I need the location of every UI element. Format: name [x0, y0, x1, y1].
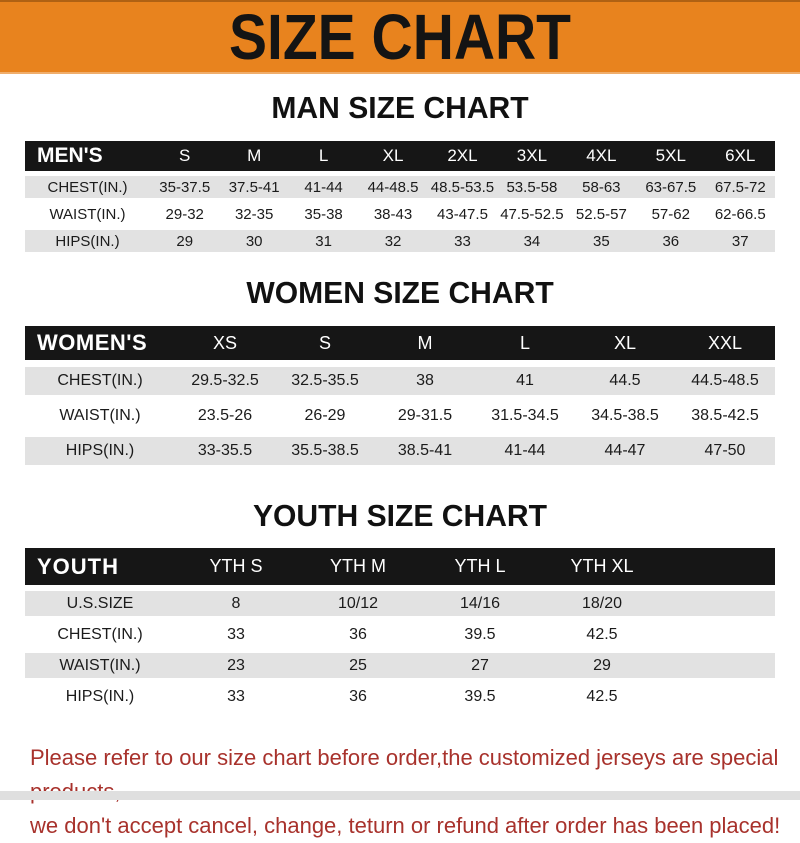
measurement-value-cell: 34.5-38.5	[575, 402, 675, 430]
measurement-value-cell: 29.5-32.5	[175, 367, 275, 395]
size-column-header: L	[289, 141, 358, 171]
measurement-value-cell: 38.5-41	[375, 437, 475, 465]
measurement-value-cell: 62-66.5	[706, 203, 776, 225]
measurement-label-cell: WAIST(IN.)	[25, 402, 175, 430]
measurement-value-cell: 58-63	[567, 176, 636, 198]
measurement-label-cell: HIPS(IN.)	[25, 230, 150, 252]
measurement-label-cell: WAIST(IN.)	[25, 203, 150, 225]
measurement-value-cell: 34	[497, 230, 566, 252]
size-column-header: 5XL	[636, 141, 705, 171]
measurement-label-cell: HIPS(IN.)	[25, 437, 175, 465]
measurement-value-cell: 41-44	[289, 176, 358, 198]
measurement-value-cell: 52.5-57	[567, 203, 636, 225]
measurement-label-cell: HIPS(IN.)	[25, 684, 175, 709]
measurement-row	[25, 591, 775, 616]
measurement-row	[25, 367, 775, 395]
size-table	[25, 319, 775, 472]
measurement-value-cell: 29-31.5	[375, 402, 475, 430]
table-title-cell: MEN'S	[25, 141, 150, 171]
size-column-header: L	[475, 326, 575, 360]
measurement-value-cell: 29	[541, 653, 663, 678]
measurement-value-cell: 37	[706, 230, 776, 252]
table-header-row	[25, 326, 775, 360]
measurement-label-cell: WAIST(IN.)	[25, 653, 175, 678]
measurement-value-cell: 14/16	[419, 591, 541, 616]
measurement-value-cell: 38-43	[358, 203, 427, 225]
measurement-value-cell: 23.5-26	[175, 402, 275, 430]
measurement-value-cell: 31.5-34.5	[475, 402, 575, 430]
measurement-value-cell: 30	[219, 230, 288, 252]
measurement-value-cell: 36	[636, 230, 705, 252]
measurement-value-cell: 35.5-38.5	[275, 437, 375, 465]
size-table	[25, 136, 775, 257]
measurement-row	[25, 437, 775, 465]
size-column-header: 3XL	[497, 141, 566, 171]
measurement-value-cell: 32.5-35.5	[275, 367, 375, 395]
measurement-value-cell: 18/20	[541, 591, 663, 616]
size-column-header: 4XL	[567, 141, 636, 171]
measurement-value-cell: 63-67.5	[636, 176, 705, 198]
measurement-value-cell: 47-50	[675, 437, 775, 465]
measurement-label-cell: CHEST(IN.)	[25, 367, 175, 395]
size-column-header: YTH L	[419, 548, 541, 585]
sections-root	[0, 91, 800, 715]
section-heading: WOMEN SIZE CHART	[246, 275, 554, 310]
measurement-value-cell: 48.5-53.5	[428, 176, 497, 198]
size-column-header: M	[219, 141, 288, 171]
measurement-value-cell: 44.5	[575, 367, 675, 395]
measurement-value-cell: 42.5	[541, 684, 663, 709]
measurement-value-cell: 44-48.5	[358, 176, 427, 198]
measurement-value-cell: 32	[358, 230, 427, 252]
size-column-header: XXL	[675, 326, 775, 360]
measurement-value-cell: 25	[297, 653, 419, 678]
table-title-cell: YOUTH	[25, 548, 175, 585]
measurement-label-cell: CHEST(IN.)	[25, 176, 150, 198]
filler-cell	[663, 684, 775, 709]
measurement-value-cell: 33	[428, 230, 497, 252]
size-column-header: 6XL	[706, 141, 776, 171]
measurement-value-cell: 31	[289, 230, 358, 252]
footer-line-1: Please refer to our size chart before order,the customized jerseys are special	[30, 745, 779, 770]
size-column-header: XS	[175, 326, 275, 360]
measurement-value-cell: 27	[419, 653, 541, 678]
table-title-cell: WOMEN'S	[25, 326, 175, 360]
size-column-header: M	[375, 326, 475, 360]
measurement-value-cell: 39.5	[419, 684, 541, 709]
measurement-value-cell: 44-47	[575, 437, 675, 465]
size-chart-banner	[0, 0, 800, 74]
measurement-value-cell: 42.5	[541, 622, 663, 647]
measurement-value-cell: 39.5	[419, 622, 541, 647]
measurement-value-cell: 26-29	[275, 402, 375, 430]
measurement-value-cell: 44.5-48.5	[675, 367, 775, 395]
measurement-value-cell: 41-44	[475, 437, 575, 465]
measurement-value-cell: 29	[150, 230, 219, 252]
measurement-value-cell: 33-35.5	[175, 437, 275, 465]
measurement-value-cell: 57-62	[636, 203, 705, 225]
measurement-value-cell: 33	[175, 622, 297, 647]
filler-cell	[663, 591, 775, 616]
size-column-header: 2XL	[428, 141, 497, 171]
measurement-value-cell: 67.5-72	[706, 176, 776, 198]
size-table	[25, 542, 775, 715]
measurement-row	[25, 622, 775, 647]
measurement-label-cell: CHEST(IN.)	[25, 622, 175, 647]
measurement-label-cell: U.S.SIZE	[25, 591, 175, 616]
measurement-row	[25, 203, 775, 225]
measurement-value-cell: 8	[175, 591, 297, 616]
size-column-header: S	[150, 141, 219, 171]
measurement-row	[25, 402, 775, 430]
measurement-value-cell: 35-37.5	[150, 176, 219, 198]
bottom-border	[0, 791, 800, 800]
measurement-value-cell: 35-38	[289, 203, 358, 225]
measurement-value-cell: 37.5-41	[219, 176, 288, 198]
measurement-value-cell: 10/12	[297, 591, 419, 616]
measurement-value-cell: 33	[175, 684, 297, 709]
filler-cell	[663, 548, 775, 585]
measurement-value-cell: 36	[297, 622, 419, 647]
size-column-header: XL	[358, 141, 427, 171]
measurement-row	[25, 230, 775, 252]
footer-line-2: we don't accept cancel, change, teturn or refund after order has been placed!	[30, 813, 781, 838]
measurement-value-cell: 38.5-42.5	[675, 402, 775, 430]
size-column-header: XL	[575, 326, 675, 360]
measurement-row	[25, 684, 775, 709]
table-header-row	[25, 141, 775, 171]
section-heading: YOUTH SIZE CHART	[252, 498, 548, 533]
size-column-header: S	[275, 326, 375, 360]
measurement-value-cell: 35	[567, 230, 636, 252]
banner-title: SIZE CHART	[229, 1, 571, 73]
measurement-value-cell: 43-47.5	[428, 203, 497, 225]
measurement-value-cell: 36	[297, 684, 419, 709]
measurement-value-cell: 38	[375, 367, 475, 395]
measurement-value-cell: 41	[475, 367, 575, 395]
filler-cell	[663, 653, 775, 678]
table-header-row	[25, 548, 775, 585]
measurement-value-cell: 53.5-58	[497, 176, 566, 198]
measurement-row	[25, 176, 775, 198]
size-column-header: YTH M	[297, 548, 419, 585]
measurement-value-cell: 32-35	[219, 203, 288, 225]
measurement-row	[25, 653, 775, 678]
filler-cell	[663, 622, 775, 647]
measurement-value-cell: 47.5-52.5	[497, 203, 566, 225]
size-column-header: YTH XL	[541, 548, 663, 585]
measurement-value-cell: 29-32	[150, 203, 219, 225]
size-column-header: YTH S	[175, 548, 297, 585]
measurement-value-cell: 23	[175, 653, 297, 678]
section-heading: MAN SIZE CHART	[271, 90, 529, 125]
